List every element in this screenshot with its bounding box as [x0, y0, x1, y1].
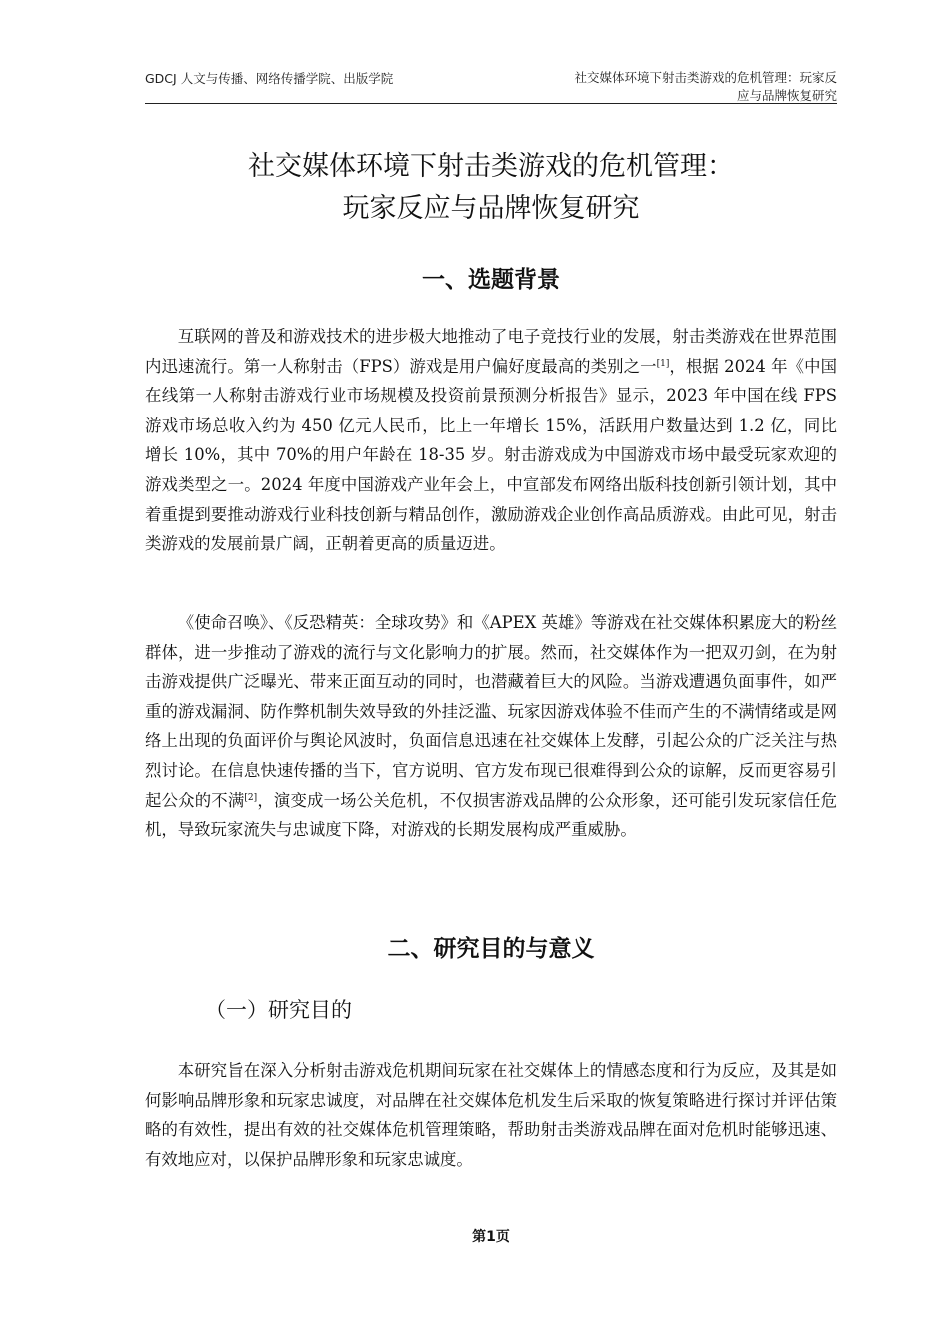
document-title-line1: 社交媒体环境下射击类游戏的危机管理：	[248, 151, 734, 182]
paragraph-purpose-1	[145, 1056, 837, 1174]
section-heading-background: 一、选题背景	[422, 267, 560, 293]
header-institution: GDCJ 人文与传播、网络传播学院、出版学院	[145, 71, 394, 86]
header-running-title	[522, 69, 837, 105]
citation-ref: [2]	[244, 792, 258, 803]
paragraph-text: 互联网的普及和游戏技术的进步极大地推动了电子竞技行业的发展，射击类游戏在世界范围内迅速流行。第一人称射击（FPS）游戏是用户偏好度最高的类别之一	[145, 327, 837, 376]
page-header	[145, 67, 837, 104]
paragraph-background-2	[145, 608, 837, 845]
page-number: 第1页	[472, 1229, 510, 1245]
paragraph-text: ，演变成一场公关危机，不仅损害游戏品牌的公众形象，还可能引发玩家信任危机，导致玩家流失与忠诚度下降，对游戏的长期发展构成严重威胁。	[145, 790, 838, 840]
document-title-line2: 玩家反应与品牌恢复研究	[342, 193, 640, 224]
document-title	[145, 146, 837, 230]
paragraph-text: 本研究旨在深入分析射击游戏危机期间玩家在社交媒体上的情感态度和行为反应，及其是如何影响品牌形象和玩家忠诚度，对品牌在社交媒体危机发生后采取的恢复策略进行探讨并评估策略的有效性，提出有效的社交媒体危机管理策略，帮助射击类游戏品牌在面对危机时能够迅速、有效地应对，以保护品牌形象和玩家忠诚度。	[145, 1061, 837, 1169]
header-running-title-line1: 社交媒体环境下射击类游戏的危机管理：玩家反	[574, 70, 837, 85]
subsection-heading-purpose: （一）研究目的	[205, 998, 352, 1022]
citation-ref: [1]	[656, 358, 670, 369]
section-heading-purpose-significance: 二、研究目的与意义	[387, 936, 595, 962]
paragraph-background-1	[145, 322, 837, 559]
paragraph-text: 《使命召唤》、《反恐精英：全球攻势》和《APEX 英雄》等游戏在社交媒体积累庞大的粉丝群体，进一步推动了游戏的流行与文化影响力的扩展。然而，社交媒体作为一把双刃剑，在为射击游戏提供广泛曝光、带来正面互动的同时，也潜藏着巨大的风险。当游戏遭遇负面事件，如严重的游戏漏洞、防作弊机制失效导致的外挂泛滥、玩家因游戏体验不佳而产生的不满情绪或是网络上出现的负面评价与舆论风波时，负面信息迅速在社交媒体上发酵，引起公众的广泛关注与热烈讨论。在信息快速传播的当下，官方说明、官方发布现已很难得到公众的谅解，反而更容易引起公众的不满	[145, 613, 837, 810]
paragraph-text: ，根据 2024 年《中国在线第一人称射击游戏行业市场规模及投资前景预测分析报告》显示，2023 年中国在线 FPS 游戏市场总收入约为 450 亿元人民币，比上一年增长 15%，活跃用户数量达到 1.2 亿，同比增长 10%，其中 70%的用户年龄在 18-35 岁。射击游戏成为中国游戏市场中最受玩家欢迎的游戏类型之一。2024 年度中国游戏产业年会上，中宣部发布网络出版科技创新引领计划，其中着重提到要推动游戏行业科技创新与精品创作，激励游戏企业创作高品质游戏。由此可见，射击类游戏的发展前景广阔，正朝着更高的质量迈进。	[145, 356, 837, 554]
header-running-title-line2: 应与品牌恢复研究	[736, 88, 837, 103]
